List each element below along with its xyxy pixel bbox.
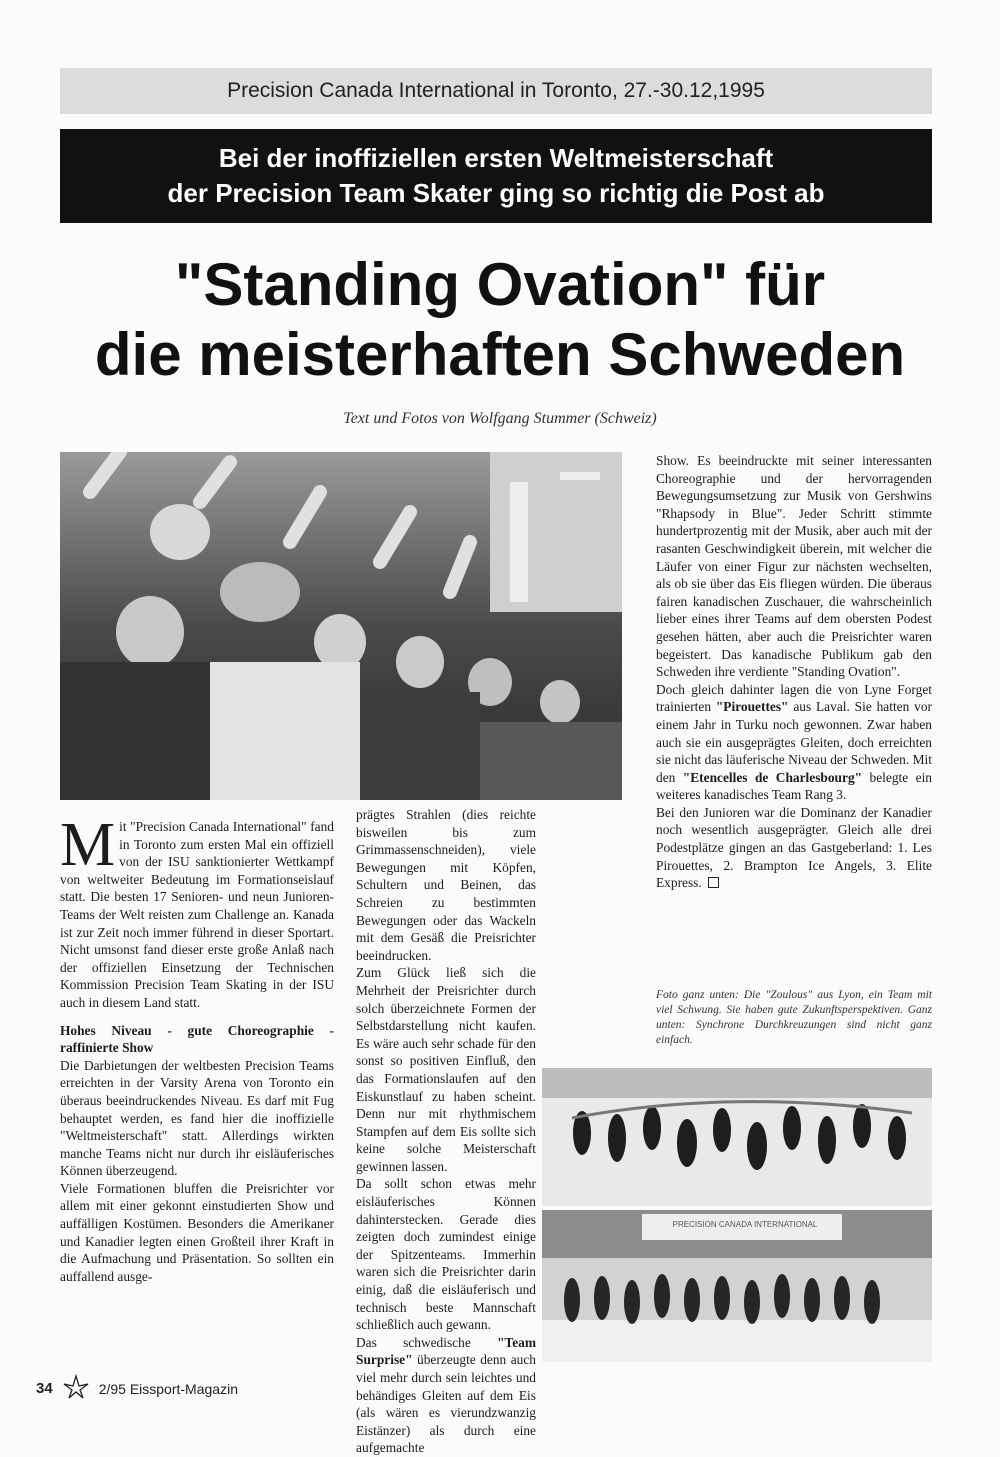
photo-banner-text: PRECISION CANADA INTERNATIONAL [672,1220,818,1229]
subhead-line-2: der Precision Team Skater ging so richtig die Post ab [167,178,825,208]
text-span: Bei den Junioren war die Dominanz der Kanadier noch wesentlich ausgeprägter. Gleich alle drei Podestplätze gingen an das Gastgeberland: 1. Les Pirouettes, 2. Brampton Ice Angels, 3. Elite Express. [656,804,932,891]
text-span: überzeugte denn auch viel mehr durch sein leichtes und behändiges Gleiten auf dem Eis (als wären es vierundzwanzig Eistänzer) als durch eine aufgemachte [356,1352,536,1456]
col3-paragraph-1: Show. Es beeindruckte mit seiner interessanten Choreographie und der hervorragenden Bewegungsumsetzung zur Musik von Gershwins "Rhapsody in Blue". Jeder Schritt stimmte hundertprozentig mit der Musik, aber auch mit der rasanten Geschwindigkeit überein, mit welcher die Läufer von einer Figur zur nächsten wechselten, als ob sie über das Eis fliegen würden. Die überaus fairen kanadischen Zuschauer, die wahrscheinlich lieber eines ihrer Teams auf dem obersten Podest gesehen hätten, aber auch die Preisrichter waren begeistert. Das kanadische Publikum gab den Schweden ihre verdiente "Standing Ovation". [656,453,932,680]
etencelles: "Etencelles de Charlesbourg" [682,769,863,785]
team-surprise: "Team Surprise" [356,1334,536,1368]
intro-text: it "Precision Canada International" fand in Toronto zum ersten Mal ein offiziell von der ISU sanktionierter Wettkampf von weltweiter Bedeutung im Formationseislauf statt. Die besten 17 Senioren- und neun Junioren-Teams der Welt reisten zum Challenge an. Kanada ist zur Zeit noch immer führend in dieser Sportart. Nicht umsonst fand dieser erste große Anlaß nach der offiziellen Einsetzung der Technischen Kommission Precision Team Skating in der ISU auch in diesem Land statt. [60,819,334,1010]
subhead-bar [60,129,932,223]
intro-paragraph [60,811,334,1012]
col2-paragraph-4 [356,1334,536,1457]
photo-caption: Foto ganz unten: Die "Zoulous" aus Lyon, ein Team mit viel Schwung. Sie haben gute Zukunftsperspektiven. Ganz unten: Synchrone Durchkreuzungen sind nicht ganz einfach. [656,989,932,1046]
headline-line-1: "Standing Ovation" für [174,251,826,318]
page-number: 34 [36,1380,53,1397]
crowd-photo [60,452,622,800]
skaters-photo-top [542,1068,932,1206]
subhead-line-1: Bei der inoffiziellen ersten Weltmeisterschaft [218,143,774,173]
skaters-photo-bottom [542,1210,932,1362]
dropcap: M [60,811,116,879]
headline [40,250,960,390]
col1-paragraph-2: Viele Formationen bluffen die Preisrichter vor allem mit einer gekonnt einstudierten Show und auffälligen Kostümen. Besonders die Amerikaner und Kanadier legten einen Großteil ihrer Kraft in die Aufmachung und Präsentation. So sollten ein auffallend ausge- [60,1180,334,1284]
issue-label: 2/95 Eissport-Magazin [98,1380,238,1397]
byline: Text und Fotos von Wolfgang Stummer (Schweiz) [343,410,657,427]
top-banner [60,68,932,114]
text-span: belegte ein weiteres kanadisches Team Rang 3. [656,769,932,803]
col1-paragraph-1: Die Darbietungen der weltbesten Precision Teams erreichten in der Varsity Arena von Toronto ein überaus beeindruckendes Niveau. Es darf mit Fug behauptet werden, es fand hier die inoffizielle "Weltmeisterschaft" statt. Allerdings wirkten manche Teams nicht nur durch ihr eisläuferisches Können überzeugend. [60,1057,334,1179]
pirouettes: "Pirouettes" [715,699,789,715]
footer [36,1374,238,1403]
column-1 [60,811,334,1285]
section-heading: Hohes Niveau - gute Choreographie - raffinierte Show [60,1022,334,1056]
col3-paragraph-3 [656,804,932,892]
top-banner-text: Precision Canada International in Toronto, 27.-30.12,1995 [227,79,765,102]
text-span: aus Laval. Sie hatten vor einem Jahr in Turku noch gewonnen. Zwar haben auch sie ein ausgeprägtes Gleiten, doch erreichten sie nicht das läuferische Niveau der Schweden. Mit den [656,699,932,785]
text-span: Das schwedische [356,1334,471,1350]
col2-paragraph-1: prägtes Strahlen (dies reichte bisweilen bis zum Grimmassenschneiden), viele Bewegungen mit Köpfen, Schultern und Beinen, das Schreien zu bestimmten Bewegungen oder das Wackeln mit dem Gesäß die Preisrichter beeindrucken. [356,807,536,963]
headline-line-2: die meisterhaften Schweden [94,321,906,388]
end-mark-icon [708,877,719,888]
col2-paragraph-2: Zum Glück ließ sich die Mehrheit der Preisrichter durch solch überzeichnete Formen der Selbstdarstellung nicht kaufen. Es wäre auch sehr schade für den sonst so positiven Einfluß, den das Formationslaufen auf den Eiskunstlauf zu haben scheint. Denn nur mit rhythmischem Stampfen auf dem Eis sollte sich keine solche Meisterschaft gewinnen lassen. [356,965,536,1174]
column-2 [356,806,536,1457]
col2-paragraph-3: Da sollt schon etwas mehr eisläuferisches Können dahinterstecken. Gerade dies zeigten doch zumindest einige der Spitzenteams. Immerhin waren sich die Preisrichter darin einig, daß die eisläuferisch und technisch beste Mannschaft schließlich auch gewann. [356,1176,536,1333]
col3-paragraph-2 [656,681,932,804]
skater-logo-icon [61,1374,91,1403]
text-span: Doch gleich dahinter lagen die von Lyne Forget trainierten [656,681,932,715]
column-3 [656,452,932,892]
